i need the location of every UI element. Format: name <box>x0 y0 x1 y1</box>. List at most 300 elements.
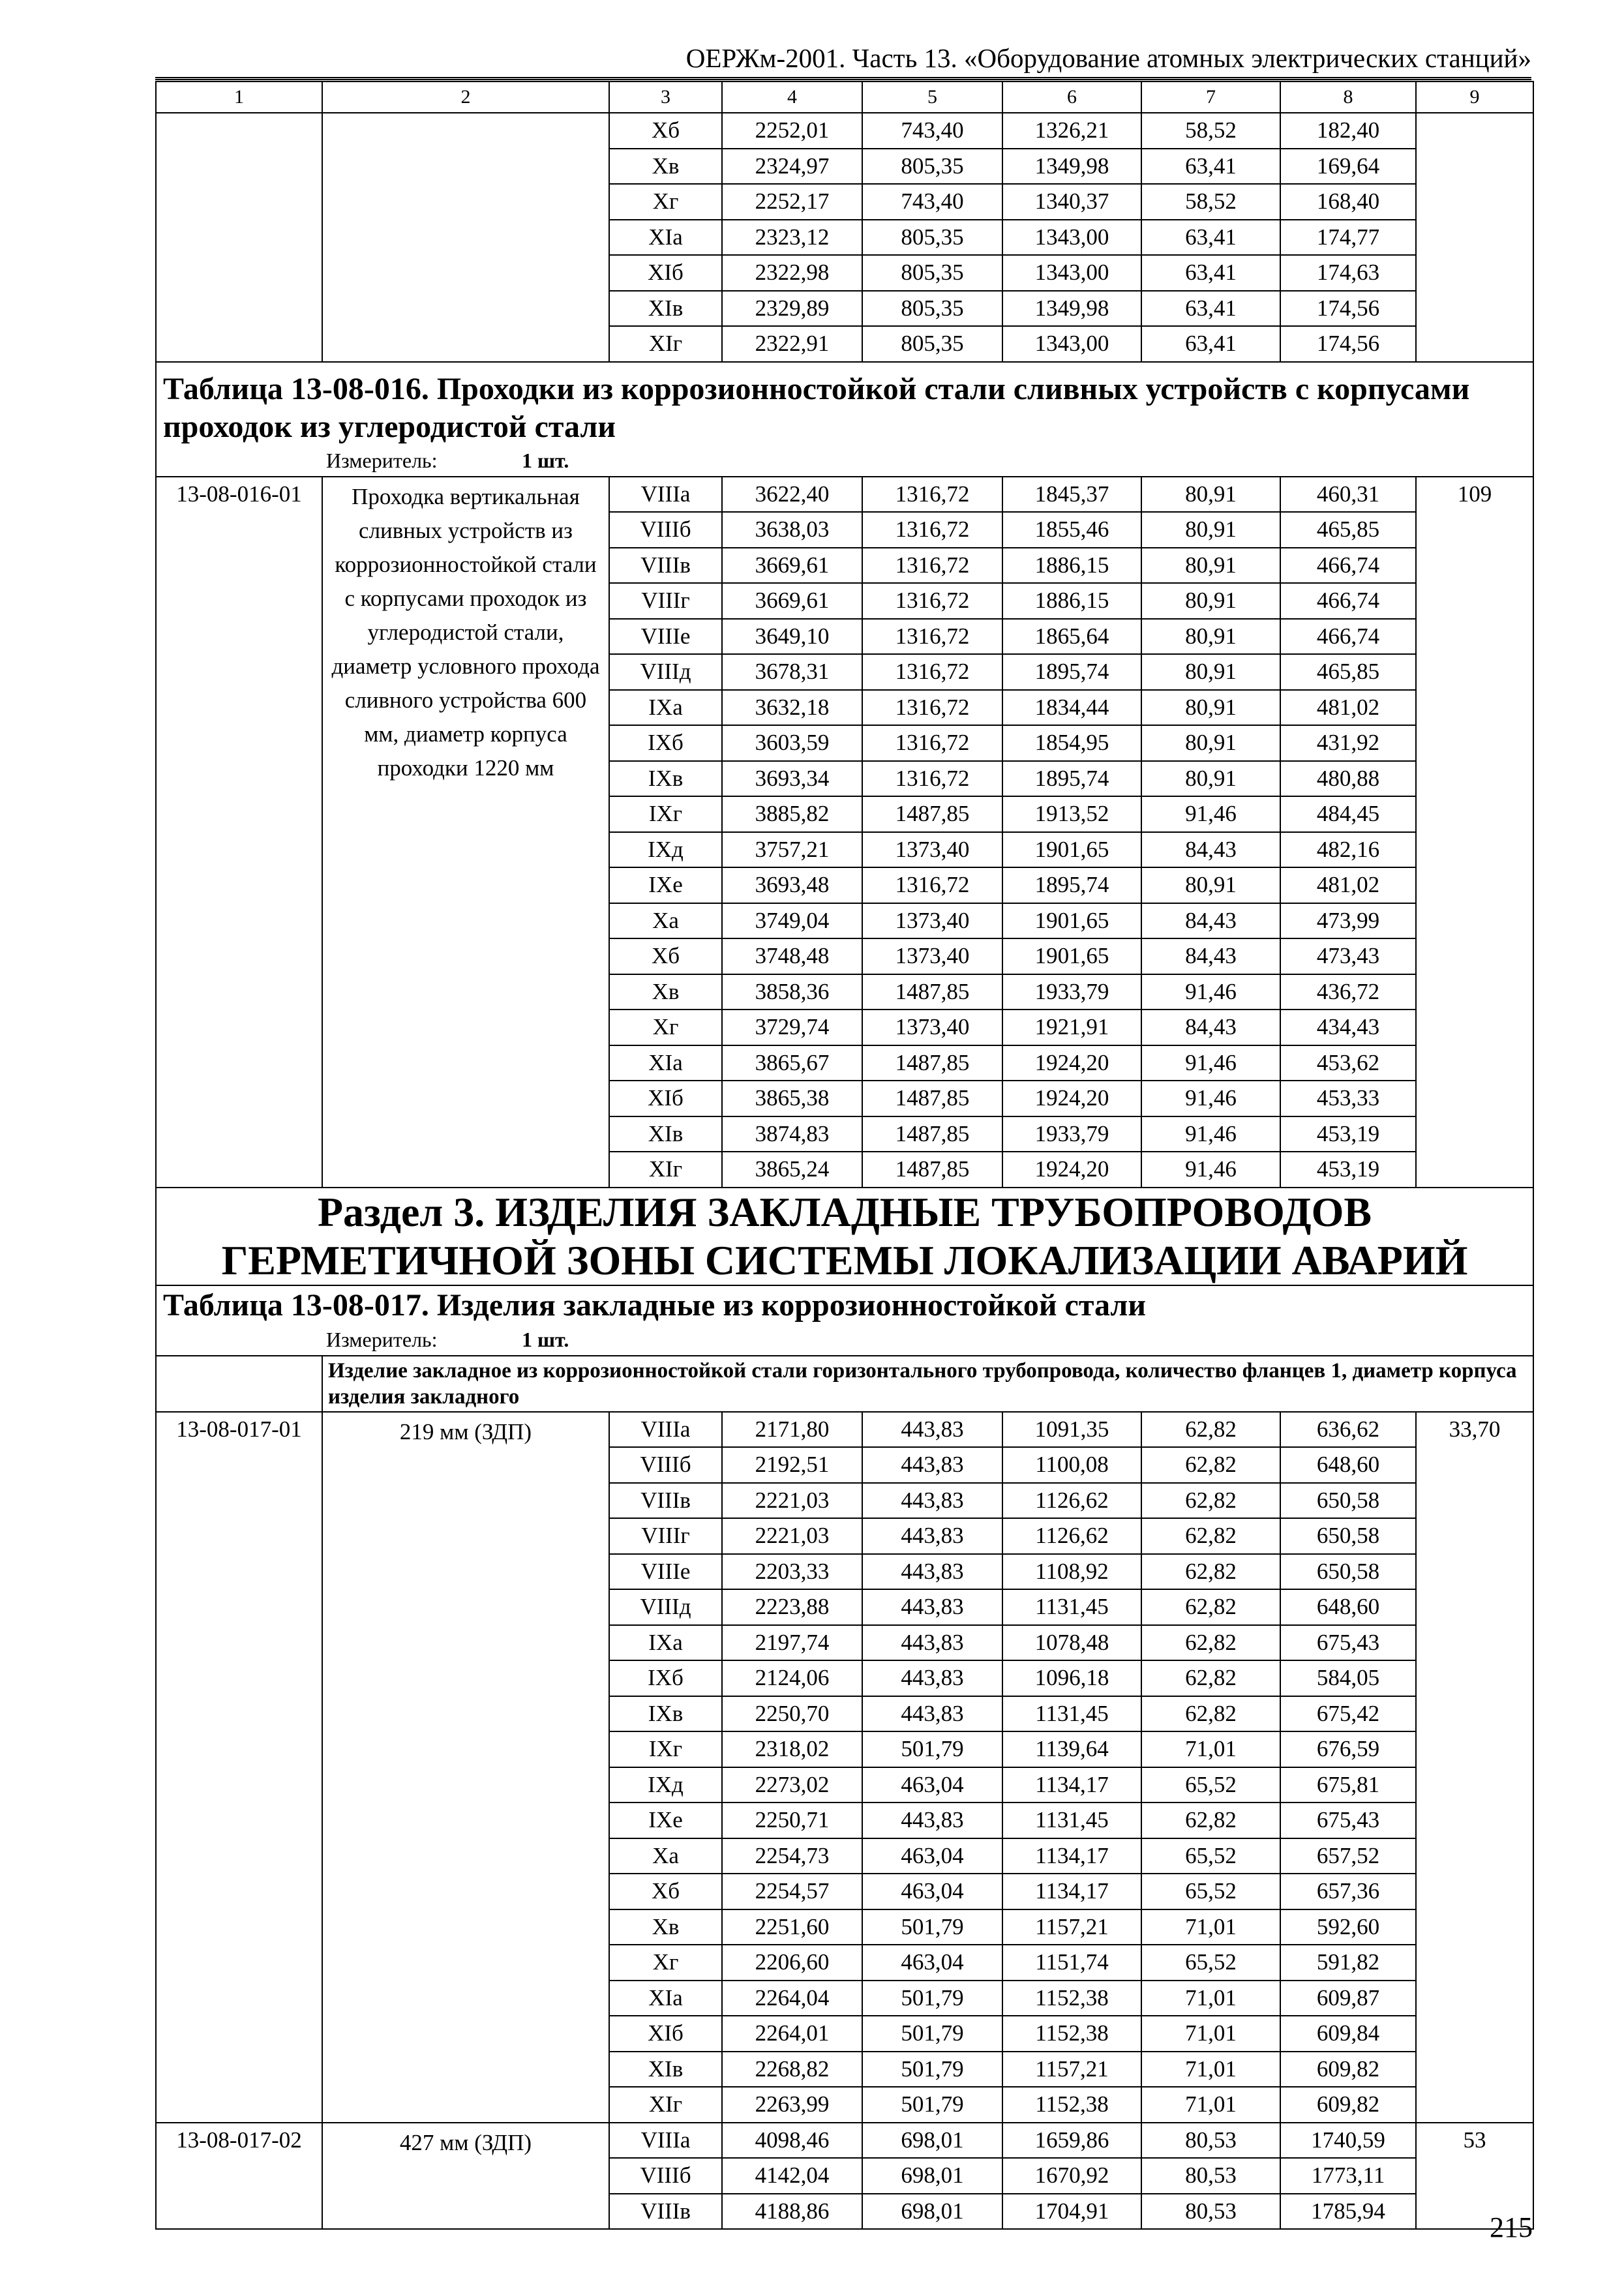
zone-cell: XIа <box>609 220 722 256</box>
materials-cell: 174,56 <box>1280 326 1416 362</box>
machinist-wages-cell: 63,41 <box>1141 149 1280 185</box>
zone-cell: Хв <box>609 1909 722 1945</box>
machine-cost-cell: 1131,45 <box>1002 1803 1141 1838</box>
column-number: 3 <box>609 82 722 113</box>
unit-label: Измеритель: <box>326 449 438 472</box>
rate-description: 219 мм (ЗДП) <box>322 1412 609 2123</box>
machinist-wages-cell: 62,82 <box>1141 1589 1280 1625</box>
machine-cost-cell: 1126,62 <box>1002 1518 1141 1554</box>
machine-cost-cell: 1152,38 <box>1002 2016 1141 2052</box>
machinist-wages-cell: 84,43 <box>1141 938 1280 974</box>
machine-cost-cell: 1340,37 <box>1002 184 1141 220</box>
wages-cell: 1487,85 <box>862 796 1002 832</box>
materials-cell: 453,62 <box>1280 1045 1416 1081</box>
zone-cell: IXа <box>609 1625 722 1661</box>
machine-cost-cell: 1343,00 <box>1002 255 1141 291</box>
unit-cell <box>156 1325 1533 1356</box>
wages-cell: 443,83 <box>862 1803 1002 1838</box>
materials-cell: 174,77 <box>1280 220 1416 256</box>
total-cost-cell: 2322,91 <box>722 326 862 362</box>
wages-cell: 463,04 <box>862 1838 1002 1874</box>
total-cost-cell: 2323,12 <box>722 220 862 256</box>
materials-cell: 584,05 <box>1280 1660 1416 1696</box>
machine-cost-cell: 1933,79 <box>1002 974 1141 1010</box>
machine-cost-cell: 1913,52 <box>1002 796 1141 832</box>
zone-cell: VIIIа <box>609 2123 722 2159</box>
machinist-wages-cell: 91,46 <box>1141 1116 1280 1152</box>
zone-cell: Ха <box>609 903 722 939</box>
machinist-wages-cell: 80,91 <box>1141 512 1280 548</box>
machine-cost-cell: 1895,74 <box>1002 654 1141 690</box>
zone-cell: IXг <box>609 796 722 832</box>
wages-cell: 443,83 <box>862 1518 1002 1554</box>
total-cost-cell: 2254,57 <box>722 1874 862 1909</box>
wages-cell: 443,83 <box>862 1447 1002 1483</box>
wages-cell: 443,83 <box>862 1660 1002 1696</box>
zone-cell: VIIIв <box>609 1483 722 1519</box>
machinist-wages-cell: 65,52 <box>1141 1945 1280 1981</box>
rate-code: 13-08-017-02 <box>156 2123 322 2230</box>
machine-cost-cell: 1100,08 <box>1002 1447 1141 1483</box>
total-cost-cell: 3678,31 <box>722 654 862 690</box>
rates-table <box>155 81 1534 2230</box>
zone-cell: Ха <box>609 1838 722 1874</box>
table-title-row <box>156 362 1533 446</box>
machinist-wages-cell: 62,82 <box>1141 1554 1280 1590</box>
machine-cost-cell: 1659,86 <box>1002 2123 1141 2159</box>
machinist-wages-cell: 62,82 <box>1141 1696 1280 1732</box>
total-cost-cell: 3757,21 <box>722 832 862 868</box>
total-cost-cell: 2124,06 <box>722 1660 862 1696</box>
machine-cost-cell: 1152,38 <box>1002 1981 1141 2016</box>
wages-cell: 743,40 <box>862 184 1002 220</box>
machinist-wages-cell: 63,41 <box>1141 220 1280 256</box>
zone-cell: VIIIа <box>609 477 722 513</box>
materials-cell: 1773,11 <box>1280 2158 1416 2194</box>
machine-cost-cell: 1091,35 <box>1002 1412 1141 1448</box>
total-cost-cell: 2223,88 <box>722 1589 862 1625</box>
machinist-wages-cell: 65,52 <box>1141 1767 1280 1803</box>
wages-cell: 1373,40 <box>862 1010 1002 1045</box>
total-cost-cell: 2273,02 <box>722 1767 862 1803</box>
zone-cell: VIIIв <box>609 2194 722 2230</box>
machine-cost-cell: 1886,15 <box>1002 583 1141 619</box>
wages-cell: 501,79 <box>862 1909 1002 1945</box>
machine-cost-cell: 1131,45 <box>1002 1589 1141 1625</box>
machinist-wages-cell: 62,82 <box>1141 1625 1280 1661</box>
machine-cost-cell: 1901,65 <box>1002 938 1141 974</box>
machine-cost-cell: 1152,38 <box>1002 2087 1141 2123</box>
materials-cell: 460,31 <box>1280 477 1416 513</box>
machinist-wages-cell: 80,91 <box>1141 690 1280 726</box>
wages-cell: 1316,72 <box>862 654 1002 690</box>
unit-label: Измеритель: <box>326 1328 438 1351</box>
wages-cell: 1316,72 <box>862 867 1002 903</box>
machinist-wages-cell: 65,52 <box>1141 1874 1280 1909</box>
zone-cell: IXе <box>609 1803 722 1838</box>
machinist-wages-cell: 84,43 <box>1141 903 1280 939</box>
machine-cost-cell: 1845,37 <box>1002 477 1141 513</box>
materials-cell: 650,58 <box>1280 1518 1416 1554</box>
materials-cell: 648,60 <box>1280 1589 1416 1625</box>
materials-cell: 675,42 <box>1280 1696 1416 1732</box>
zone-cell: XIб <box>609 2016 722 2052</box>
materials-cell: 650,58 <box>1280 1554 1416 1590</box>
machinist-wages-cell: 91,46 <box>1141 1081 1280 1116</box>
total-cost-cell: 3865,24 <box>722 1152 862 1188</box>
materials-cell: 1740,59 <box>1280 2123 1416 2159</box>
column-number-row <box>156 82 1533 113</box>
machinist-wages-cell: 91,46 <box>1141 974 1280 1010</box>
materials-cell: 657,36 <box>1280 1874 1416 1909</box>
zone-cell: VIIIд <box>609 1589 722 1625</box>
machinist-wages-cell: 80,91 <box>1141 761 1280 797</box>
machinist-wages-cell: 62,82 <box>1141 1660 1280 1696</box>
wages-cell: 1373,40 <box>862 903 1002 939</box>
total-cost-cell: 3865,67 <box>722 1045 862 1081</box>
total-cost-cell: 2221,03 <box>722 1518 862 1554</box>
machinist-wages-cell: 62,82 <box>1141 1447 1280 1483</box>
rate-code: 13-08-017-01 <box>156 1412 322 2123</box>
materials-cell: 484,45 <box>1280 796 1416 832</box>
column-number: 8 <box>1280 82 1416 113</box>
total-cost-cell: 3669,61 <box>722 548 862 584</box>
wages-cell: 1487,85 <box>862 1116 1002 1152</box>
wages-cell: 805,35 <box>862 291 1002 327</box>
total-cost-cell: 3649,10 <box>722 619 862 655</box>
table-title: Таблица 13-08-017. Изделия закладные из коррозионностойкой стали <box>156 1285 1533 1325</box>
machine-cost-cell: 1834,44 <box>1002 690 1141 726</box>
machinist-wages-cell: 80,91 <box>1141 583 1280 619</box>
empty-code-cell <box>156 1356 322 1412</box>
materials-cell: 609,84 <box>1280 2016 1416 2052</box>
machine-cost-cell: 1895,74 <box>1002 867 1141 903</box>
materials-cell: 473,99 <box>1280 903 1416 939</box>
machinist-wages-cell: 80,53 <box>1141 2123 1280 2159</box>
machinist-wages-cell: 80,91 <box>1141 477 1280 513</box>
machine-cost-cell: 1126,62 <box>1002 1483 1141 1519</box>
total-cost-cell: 3693,48 <box>722 867 862 903</box>
wages-cell: 1316,72 <box>862 619 1002 655</box>
materials-cell: 436,72 <box>1280 974 1416 1010</box>
zone-cell: XIа <box>609 1045 722 1081</box>
table-row <box>156 2123 1533 2159</box>
materials-cell: 650,58 <box>1280 1483 1416 1519</box>
column-number: 1 <box>156 82 322 113</box>
machine-cost-cell: 1157,21 <box>1002 2052 1141 2087</box>
materials-cell: 465,85 <box>1280 512 1416 548</box>
zone-cell: IXд <box>609 832 722 868</box>
machine-cost-cell: 1343,00 <box>1002 326 1141 362</box>
total-cost-cell: 2250,70 <box>722 1696 862 1732</box>
column-number: 7 <box>1141 82 1280 113</box>
wages-cell: 698,01 <box>862 2194 1002 2230</box>
zone-cell: VIIIд <box>609 654 722 690</box>
zone-cell: XIг <box>609 2087 722 2123</box>
rate-code: 13-08-016-01 <box>156 477 322 1188</box>
machine-cost-cell: 1326,21 <box>1002 113 1141 149</box>
materials-cell: 482,16 <box>1280 832 1416 868</box>
wages-cell: 463,04 <box>862 1945 1002 1981</box>
total-cost-cell: 3632,18 <box>722 690 862 726</box>
materials-cell: 609,82 <box>1280 2087 1416 2123</box>
zone-cell: IXб <box>609 1660 722 1696</box>
total-cost-cell: 2318,02 <box>722 1731 862 1767</box>
machinist-wages-cell: 62,82 <box>1141 1518 1280 1554</box>
wages-cell: 1316,72 <box>862 583 1002 619</box>
header-rule <box>155 77 1531 80</box>
total-cost-cell: 2203,33 <box>722 1554 862 1590</box>
wages-cell: 463,04 <box>862 1874 1002 1909</box>
total-cost-cell: 2264,01 <box>722 2016 862 2052</box>
machinist-wages-cell: 84,43 <box>1141 832 1280 868</box>
materials-cell: 592,60 <box>1280 1909 1416 1945</box>
machinist-wages-cell: 91,46 <box>1141 1045 1280 1081</box>
machinist-wages-cell: 58,52 <box>1141 113 1280 149</box>
column-number: 5 <box>862 82 1002 113</box>
wages-cell: 805,35 <box>862 149 1002 185</box>
machine-cost-cell: 1139,64 <box>1002 1731 1141 1767</box>
materials-cell: 466,74 <box>1280 619 1416 655</box>
machinist-wages-cell: 80,91 <box>1141 548 1280 584</box>
wages-cell: 698,01 <box>862 2123 1002 2159</box>
materials-cell: 675,81 <box>1280 1767 1416 1803</box>
machine-cost-cell: 1349,98 <box>1002 149 1141 185</box>
equipment-mass: 33,70 <box>1416 1412 1533 2123</box>
zone-cell: XIг <box>609 326 722 362</box>
wages-cell: 463,04 <box>862 1767 1002 1803</box>
unit-row <box>156 446 1533 477</box>
wages-cell: 501,79 <box>862 2087 1002 2123</box>
total-cost-cell: 3693,34 <box>722 761 862 797</box>
total-cost-cell: 2322,98 <box>722 255 862 291</box>
machinist-wages-cell: 63,41 <box>1141 291 1280 327</box>
machine-cost-cell: 1855,46 <box>1002 512 1141 548</box>
machine-cost-cell: 1157,21 <box>1002 1909 1141 1945</box>
total-cost-cell: 4188,86 <box>722 2194 862 2230</box>
column-number: 4 <box>722 82 862 113</box>
total-cost-cell: 2263,99 <box>722 2087 862 2123</box>
wages-cell: 443,83 <box>862 1483 1002 1519</box>
machine-cost-cell: 1895,74 <box>1002 761 1141 797</box>
unit-row <box>156 1325 1533 1356</box>
zone-cell: VIIIг <box>609 1518 722 1554</box>
equipment-mass: 109 <box>1416 477 1533 1188</box>
materials-cell: 431,92 <box>1280 725 1416 761</box>
zone-cell: XIб <box>609 255 722 291</box>
column-number: 9 <box>1416 82 1533 113</box>
zone-cell: VIIIб <box>609 512 722 548</box>
table-row <box>156 113 1533 149</box>
total-cost-cell: 2252,17 <box>722 184 862 220</box>
total-cost-cell: 2252,01 <box>722 113 862 149</box>
rate-description: Проходка вертикальная сливных устройств из коррозионностойкой стали с корпусами проходок из углеродистой стали, диаметр условного прохода сливного устройства 600 мм, диаметр корпуса проходки 1220 мм <box>322 477 609 1188</box>
wages-cell: 443,83 <box>862 1589 1002 1625</box>
machinist-wages-cell: 80,91 <box>1141 654 1280 690</box>
total-cost-cell: 3865,38 <box>722 1081 862 1116</box>
materials-cell: 636,62 <box>1280 1412 1416 1448</box>
empty-code-cell <box>156 113 322 362</box>
machine-cost-cell: 1704,91 <box>1002 2194 1141 2230</box>
table-title: Таблица 13-08-016. Проходки из коррозионностойкой стали сливных устройств с корпусами проходок из углеродистой стали <box>156 362 1533 446</box>
materials-cell: 174,63 <box>1280 255 1416 291</box>
wages-cell: 443,83 <box>862 1696 1002 1732</box>
unit-value: 1 шт. <box>522 449 569 472</box>
machinist-wages-cell: 80,91 <box>1141 725 1280 761</box>
machine-cost-cell: 1343,00 <box>1002 220 1141 256</box>
machinist-wages-cell: 84,43 <box>1141 1010 1280 1045</box>
total-cost-cell: 2171,80 <box>722 1412 862 1448</box>
total-cost-cell: 2254,73 <box>722 1838 862 1874</box>
zone-cell: IXд <box>609 1767 722 1803</box>
zone-cell: VIIIг <box>609 583 722 619</box>
machine-cost-cell: 1151,74 <box>1002 1945 1141 1981</box>
machinist-wages-cell: 65,52 <box>1141 1838 1280 1874</box>
materials-cell: 648,60 <box>1280 1447 1416 1483</box>
machine-cost-cell: 1670,92 <box>1002 2158 1141 2194</box>
subheader-text: Изделие закладное из коррозионностойкой стали горизонтального трубопровода, количество фланцев 1, диаметр корпуса изделия закладного <box>322 1356 1533 1412</box>
rate-description: 427 мм (ЗДП) <box>322 2123 609 2230</box>
section-title: Раздел 3. ИЗДЕЛИЯ ЗАКЛАДНЫЕ ТРУБОПРОВОДОВ ГЕРМЕТИЧНОЙ ЗОНЫ СИСТЕМЫ ЛОКАЛИЗАЦИИ АВАРИЙ <box>156 1188 1533 1285</box>
total-cost-cell: 3603,59 <box>722 725 862 761</box>
machine-cost-cell: 1349,98 <box>1002 291 1141 327</box>
materials-cell: 609,87 <box>1280 1981 1416 2016</box>
total-cost-cell: 3729,74 <box>722 1010 862 1045</box>
wages-cell: 743,40 <box>862 113 1002 149</box>
wages-cell: 1487,85 <box>862 1152 1002 1188</box>
wages-cell: 1316,72 <box>862 477 1002 513</box>
materials-cell: 473,43 <box>1280 938 1416 974</box>
table-title-row <box>156 1285 1533 1325</box>
machinist-wages-cell: 91,46 <box>1141 1152 1280 1188</box>
materials-cell: 168,40 <box>1280 184 1416 220</box>
machine-cost-cell: 1134,17 <box>1002 1874 1141 1909</box>
machine-cost-cell: 1921,91 <box>1002 1010 1141 1045</box>
empty-col9-cell <box>1416 113 1533 362</box>
zone-cell: Хг <box>609 1945 722 1981</box>
equipment-mass: 53 <box>1416 2123 1533 2230</box>
wages-cell: 1373,40 <box>862 938 1002 974</box>
machine-cost-cell: 1131,45 <box>1002 1696 1141 1732</box>
zone-cell: IXг <box>609 1731 722 1767</box>
total-cost-cell: 2250,71 <box>722 1803 862 1838</box>
total-cost-cell: 2329,89 <box>722 291 862 327</box>
materials-cell: 174,56 <box>1280 291 1416 327</box>
machinist-wages-cell: 71,01 <box>1141 2087 1280 2123</box>
zone-cell: Хб <box>609 938 722 974</box>
materials-cell: 434,43 <box>1280 1010 1416 1045</box>
machinist-wages-cell: 71,01 <box>1141 2052 1280 2087</box>
machinist-wages-cell: 80,91 <box>1141 867 1280 903</box>
zone-cell: Хб <box>609 113 722 149</box>
table-row <box>156 1412 1533 1448</box>
total-cost-cell: 2192,51 <box>722 1447 862 1483</box>
machinist-wages-cell: 62,82 <box>1141 1483 1280 1519</box>
total-cost-cell: 2206,60 <box>722 1945 862 1981</box>
machinist-wages-cell: 71,01 <box>1141 1981 1280 2016</box>
zone-cell: Хг <box>609 1010 722 1045</box>
wages-cell: 1316,72 <box>862 548 1002 584</box>
machine-cost-cell: 1865,64 <box>1002 619 1141 655</box>
wages-cell: 443,83 <box>862 1625 1002 1661</box>
materials-cell: 480,88 <box>1280 761 1416 797</box>
wages-cell: 501,79 <box>862 2052 1002 2087</box>
wages-cell: 805,35 <box>862 326 1002 362</box>
running-header: ОЕРЖм-2001. Часть 13. «Оборудование атомных электрических станций» <box>685 43 1531 73</box>
zone-cell: XIв <box>609 2052 722 2087</box>
materials-cell: 675,43 <box>1280 1625 1416 1661</box>
zone-cell: IXб <box>609 725 722 761</box>
wages-cell: 1316,72 <box>862 512 1002 548</box>
total-cost-cell: 2221,03 <box>722 1483 862 1519</box>
materials-cell: 1785,94 <box>1280 2194 1416 2230</box>
machinist-wages-cell: 62,82 <box>1141 1803 1280 1838</box>
machinist-wages-cell: 80,53 <box>1141 2158 1280 2194</box>
machine-cost-cell: 1854,95 <box>1002 725 1141 761</box>
materials-cell: 676,59 <box>1280 1731 1416 1767</box>
machine-cost-cell: 1134,17 <box>1002 1767 1141 1803</box>
machine-cost-cell: 1096,18 <box>1002 1660 1141 1696</box>
materials-cell: 657,52 <box>1280 1838 1416 1874</box>
wages-cell: 1487,85 <box>862 1081 1002 1116</box>
wages-cell: 1487,85 <box>862 974 1002 1010</box>
zone-cell: IXа <box>609 690 722 726</box>
zone-cell: XIв <box>609 291 722 327</box>
zone-cell: VIIIв <box>609 548 722 584</box>
materials-cell: 182,40 <box>1280 113 1416 149</box>
materials-cell: 453,19 <box>1280 1116 1416 1152</box>
machinist-wages-cell: 71,01 <box>1141 1909 1280 1945</box>
zone-cell: XIг <box>609 1152 722 1188</box>
total-cost-cell: 3748,48 <box>722 938 862 974</box>
materials-cell: 609,82 <box>1280 2052 1416 2087</box>
machine-cost-cell: 1901,65 <box>1002 903 1141 939</box>
total-cost-cell: 4098,46 <box>722 2123 862 2159</box>
wages-cell: 698,01 <box>862 2158 1002 2194</box>
wages-cell: 501,79 <box>862 1731 1002 1767</box>
total-cost-cell: 2197,74 <box>722 1625 862 1661</box>
machine-cost-cell: 1078,48 <box>1002 1625 1141 1661</box>
materials-cell: 169,64 <box>1280 149 1416 185</box>
wages-cell: 1316,72 <box>862 690 1002 726</box>
zone-cell: VIIIе <box>609 1554 722 1590</box>
materials-cell: 481,02 <box>1280 690 1416 726</box>
page-number: 215 <box>1490 2211 1533 2243</box>
total-cost-cell: 3638,03 <box>722 512 862 548</box>
zone-cell: VIIIа <box>609 1412 722 1448</box>
total-cost-cell: 3622,40 <box>722 477 862 513</box>
zone-cell: VIIIб <box>609 1447 722 1483</box>
wages-cell: 443,83 <box>862 1554 1002 1590</box>
zone-cell: VIIIе <box>609 619 722 655</box>
machinist-wages-cell: 62,82 <box>1141 1412 1280 1448</box>
machine-cost-cell: 1933,79 <box>1002 1116 1141 1152</box>
materials-cell: 465,85 <box>1280 654 1416 690</box>
total-cost-cell: 3885,82 <box>722 796 862 832</box>
table-row <box>156 477 1533 513</box>
materials-cell: 453,19 <box>1280 1152 1416 1188</box>
zone-cell: IXе <box>609 867 722 903</box>
wages-cell: 1316,72 <box>862 725 1002 761</box>
total-cost-cell: 2268,82 <box>722 2052 862 2087</box>
wages-cell: 501,79 <box>862 2016 1002 2052</box>
section-heading-row <box>156 1188 1533 1285</box>
subheader-row <box>156 1356 1533 1412</box>
zone-cell: IXв <box>609 1696 722 1732</box>
wages-cell: 501,79 <box>862 1981 1002 2016</box>
unit-cell <box>156 446 1533 477</box>
machinist-wages-cell: 63,41 <box>1141 255 1280 291</box>
